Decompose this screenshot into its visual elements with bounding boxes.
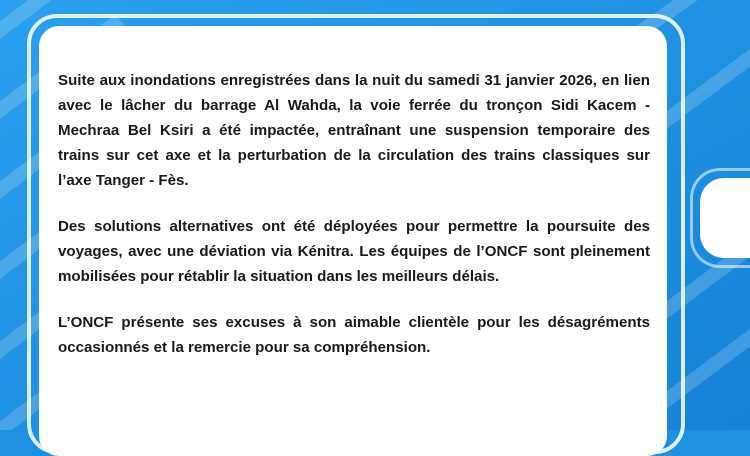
notice-body — [58, 68, 650, 381]
notice-paragraph-3: L’ONCF présente ses excuses à son aimable clientèle pour les désagréments occasionnés et la remercie pour sa compréhension. — [58, 314, 650, 356]
notice-paragraph-2: Des solutions alternatives ont été déployées pour permettre la poursuite des voyages, avec une déviation via Kénitra. Les équipes de l’ONCF sont pleinement mobilisées pour rétablir la situation dans les meilleurs délais. — [58, 218, 650, 285]
side-tab — [700, 178, 750, 258]
notice-paragraph-1: Suite aux inondations enregistrées dans la nuit du samedi 31 janvier 2026, en lien avec le lâcher du barrage Al Wahda, la voie ferrée du tronçon Sidi Kacem - Mechraa Bel Ksiri a été impactée, entraînant une suspension temporaire des trains sur cet axe et la perturbation de la circulation des trains classiques sur l’axe Tanger - Fès. — [58, 72, 650, 189]
